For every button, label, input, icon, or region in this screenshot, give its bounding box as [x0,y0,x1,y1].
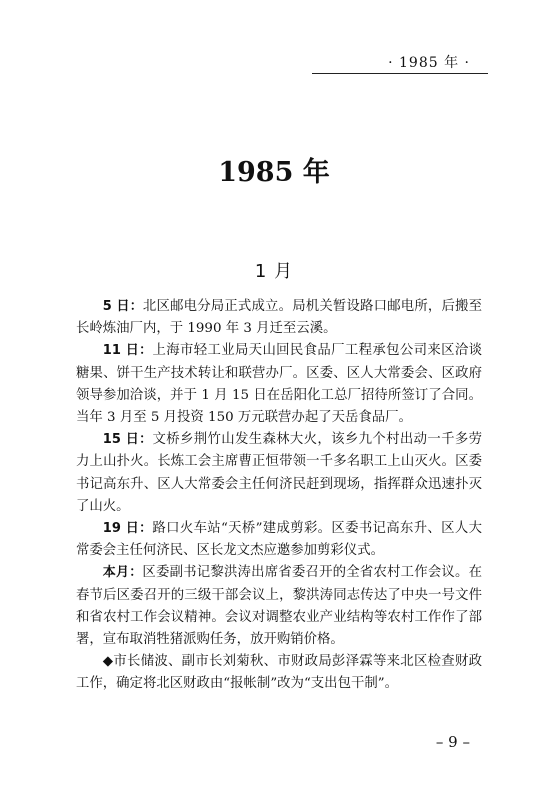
running-header: · 1985 年 · [388,55,470,71]
entry-15 [76,429,482,518]
entry-text: 上海市轻工业局天山回民食品厂工程承包公司来区洽谈糖果、饼干生产技术转让和联营办厂。区委、区人大常委会、区政府领导参加洽谈，并于 1 月 15 日在岳阳化工总厂招待所签订了合同。当年 3 月至 5 月投资 150 万元联营办起了天岳食品厂。 [76,343,482,426]
entry-date: 15 日： [102,432,153,448]
entry-text: 北区邮电分局正式成立。局机关暂设路口邮电所，后搬至长岭炼油厂内，于 1990 年 3 月迁至云溪。 [76,299,483,337]
entry-5 [76,296,482,340]
entry-bullet [76,651,482,695]
entry-11 [76,340,482,429]
chapter-title: 1985 年 [218,157,330,188]
entry-19 [76,518,482,562]
entry-list [76,296,482,696]
entry-text: 区委副书记黎洪涛出席省委召开的全省农村工作会议。在春节后区委召开的三级干部会议上，黎洪涛同志传达了中央一号文件和省农村工作会议精神。会议对调整农业产业结构等农村工作作了部署，宣布取消牲猪派购任务，放开购销价格。 [76,565,482,648]
entry-this-month [76,562,482,651]
entry-date: 5 日： [102,299,143,314]
section-title: 1 月 [254,261,294,282]
header-rule [312,73,488,74]
entry-text: 路口火车站“天桥”建成剪彩。区委书记高东升、区人大常委会主任何济民、区长龙文杰应邀参加剪彩仪式。 [76,521,482,559]
entry-text: 文桥乡荆竹山发生森林大火，该乡九个村出动一千多劳力上山扑火。长炼工会主席曹正恒带领一千多名职工上山灭火。区委书记高东升、区人大常委会主任何济民赶到现场，指挥群众迅速扑灭了山火。 [76,432,482,514]
entry-date: 19 日： [102,521,153,537]
entry-date: 本月： [102,565,143,581]
page-number: – 9 – [435,733,470,751]
entry-text: ◆市长储波、副市长刘菊秋、市财政局彭泽霖等来北区检查财政工作，确定将北区财政由“报帐制”改为“支出包干制”。 [76,654,482,692]
entry-date: 11 日： [102,343,153,359]
